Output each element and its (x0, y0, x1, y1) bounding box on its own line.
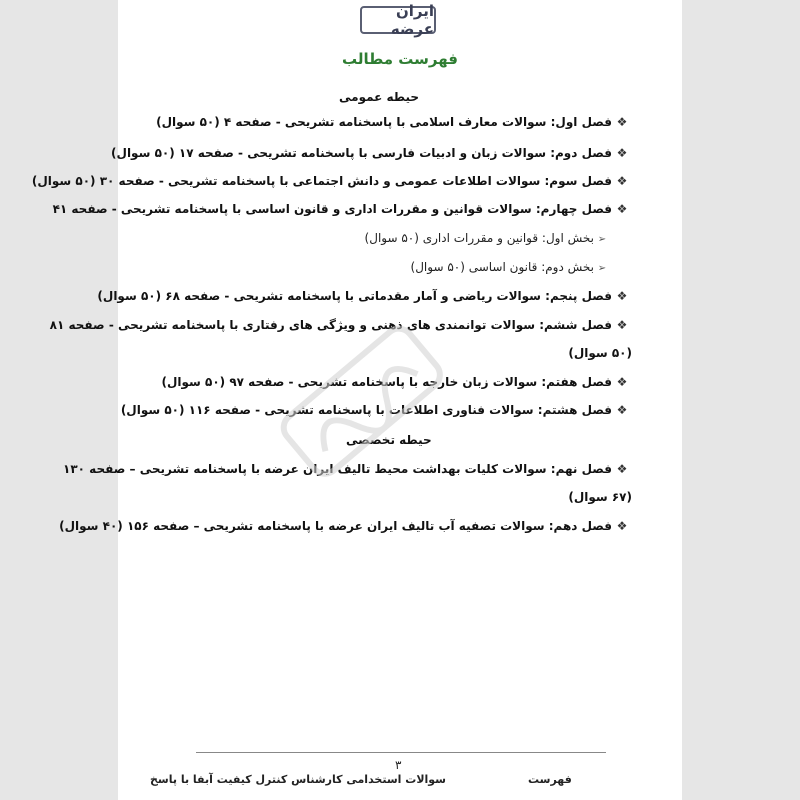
page-number: ۳ (395, 758, 402, 772)
footer-section-label: فهرست (528, 773, 572, 786)
arrow-bullet-icon: ➢ (597, 263, 607, 274)
toc-item-10: ❖فصل دهم: سوالات تصفیه آب تالیف ایران عرضه با پاسخنامه تشریحی – صفحه ۱۵۶ (۴۰ سوال) (59, 512, 632, 541)
diamond-bullet-icon: ❖ (616, 462, 628, 476)
toc-item-1: ❖فصل اول: سوالات معارف اسلامی با پاسخنامه تشریحی - صفحه ۴ (۵۰ سوال) (156, 108, 632, 137)
arrow-bullet-icon: ➢ (597, 234, 607, 245)
toc-item-3: ❖فصل سوم: سوالات اطلاعات عمومی و دانش اجتماعی با پاسخنامه تشریحی - صفحه ۳۰ (۵۰ سوال) (32, 167, 632, 196)
toc-item-5: ❖فصل پنجم: سوالات ریاضی و آمار مقدماتی با پاسخنامه تشریحی - صفحه ۶۸ (۵۰ سوال) (97, 282, 632, 311)
diamond-bullet-icon: ❖ (616, 146, 628, 160)
logo-text: ایران عرضه (390, 2, 434, 38)
diamond-bullet-icon: ❖ (616, 375, 628, 389)
toc-item-6: ❖فصل ششم: سوالات توانمندی های ذهنی و ویژگی های رفتاری با پاسخنامه تشریحی - صفحه ۸۱ (50, 311, 632, 340)
footer-book-title: سوالات استخدامی کارشناس کنترل کیفیت آبفا با پاسخ (150, 773, 447, 786)
toc-title: فهرست مطالب (342, 50, 458, 68)
watermark-logo-icon (275, 285, 455, 525)
toc-item-2: ❖فصل دوم: سوالات زبان و ادبیات فارسی با پاسخنامه تشریحی - صفحه ۱۷ (۵۰ سوال) (111, 139, 632, 168)
diamond-bullet-icon: ❖ (616, 318, 628, 332)
diamond-bullet-icon: ❖ (616, 174, 628, 188)
toc-item-4: ❖فصل چهارم: سوالات قوانین و مقررات اداری و قانون اساسی با پاسخنامه تشریحی - صفحه ۴۱ (53, 195, 632, 224)
diamond-bullet-icon: ❖ (616, 115, 628, 129)
brand-logo (360, 2, 436, 38)
toc-subitem-1: ➢بخش اول: قوانین و مقررات اداری (۵۰ سوال) (365, 224, 610, 254)
footer-divider (196, 752, 606, 753)
toc-subitem-2: ➢بخش دوم: قانون اساسی (۵۰ سوال) (411, 253, 610, 283)
toc-item-7: ❖فصل هفتم: سوالات زبان خارجه با پاسخنامه تشریحی - صفحه ۹۷ (۵۰ سوال) (161, 368, 632, 397)
diamond-bullet-icon: ❖ (616, 403, 628, 417)
toc-item-9-continuation: (۶۷ سوال) (568, 490, 632, 504)
diamond-bullet-icon: ❖ (616, 519, 628, 533)
toc-item-6-continuation: (۵۰ سوال) (568, 346, 632, 360)
toc-item-8: ❖فصل هشتم: سوالات فناوری اطلاعات با پاسخنامه تشریحی - صفحه ۱۱۶ (۵۰ سوال) (121, 396, 632, 425)
diamond-bullet-icon: ❖ (616, 202, 628, 216)
toc-item-9: ❖فصل نهم: سوالات کلیات بهداشت محیط تالیف ایران عرضه با پاسخنامه تشریحی – صفحه ۱۳۰ (63, 455, 632, 484)
section-title-specialized: حیطه تخصصی (346, 433, 432, 447)
section-title-general: حیطه عمومی (339, 90, 420, 104)
diamond-bullet-icon: ❖ (616, 289, 628, 303)
